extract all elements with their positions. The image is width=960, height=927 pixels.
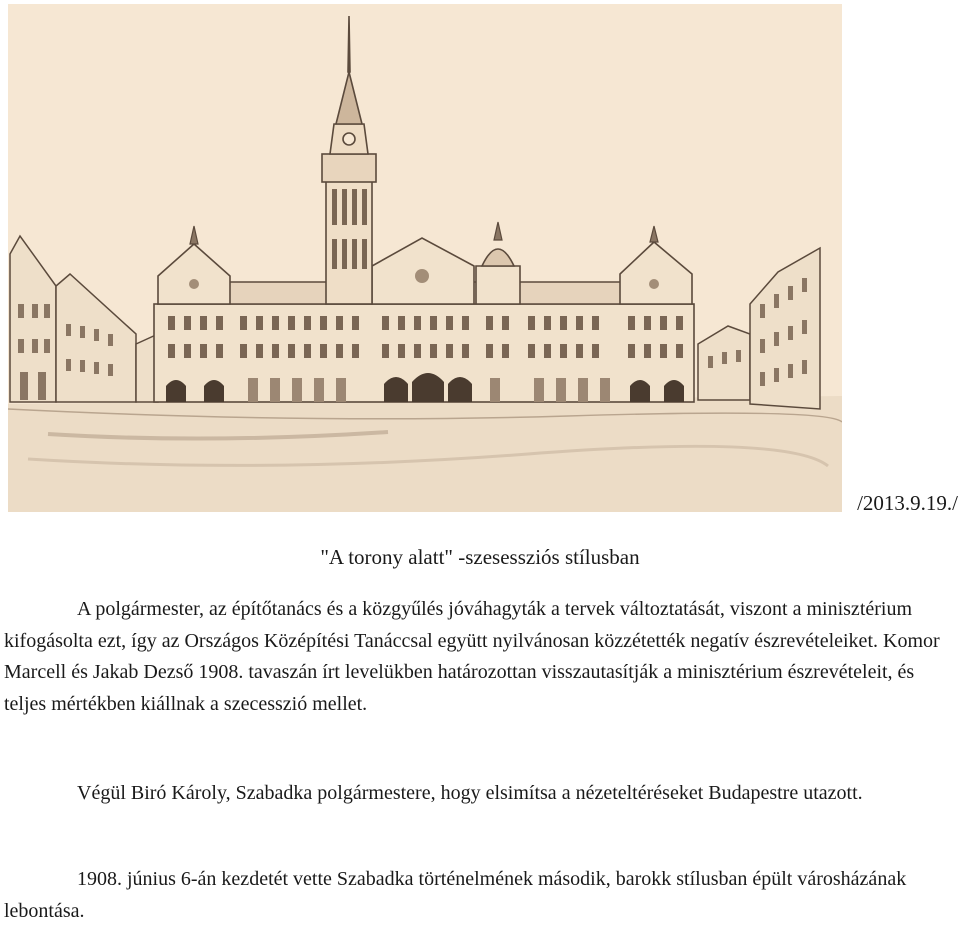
document-subtitle: "A torony alatt" -szesessziós stílusban <box>320 545 640 569</box>
document-date: /2013.9.19./ <box>857 491 958 515</box>
paragraph-text: A polgármester, az építőtanács és a közgyűlés jóváhagyták a tervek változtatását, viszont a minisztérium kifogásolta ezt, így az Országos Középítési Tanáccsal együtt nyilvánosan közzétették negatív észrevételeiket. Komor Marcell és Jakab Dezső 1908. tavaszán írt levelükben határozottan visszautasítják a minisztérium észrevételeit, és teljes mértékben kiállnak a szecesszió mellet. <box>4 598 940 715</box>
paragraph-text: 1908. június 6-án kezdetét vette Szabadka történelmének második, barokk stílusban épült városházának lebontása. <box>4 868 907 922</box>
paragraph-1 <box>4 594 958 720</box>
paragraph-text: Végül Biró Károly, Szabadka polgármestere, hogy elsimítsa a nézeteltéréseket Budapestre utazott. <box>77 782 863 804</box>
town-hall-engraving-icon <box>8 4 842 512</box>
paragraph-2 <box>4 778 958 810</box>
town-hall-illustration <box>8 4 842 512</box>
paragraph-3 <box>4 864 958 927</box>
